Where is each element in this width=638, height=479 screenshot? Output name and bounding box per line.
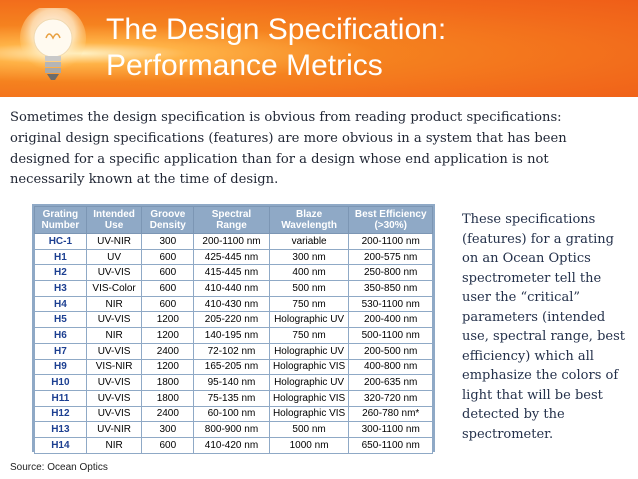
table-cell: 750 nm bbox=[269, 328, 349, 344]
grating-number-cell: H4 bbox=[35, 296, 87, 312]
table-cell: 320-720 nm bbox=[349, 390, 433, 406]
slide-title bbox=[106, 12, 446, 84]
table-cell: 600 bbox=[142, 281, 194, 297]
table-cell: 200-1100 nm bbox=[349, 234, 433, 250]
table-cell: 800-900 nm bbox=[194, 422, 270, 438]
table-cell: UV-VIS bbox=[86, 406, 142, 422]
table-cell: 300 bbox=[142, 422, 194, 438]
table-cell: 410-420 nm bbox=[194, 437, 270, 453]
table-row bbox=[35, 422, 433, 438]
table-cell: 2400 bbox=[142, 406, 194, 422]
column-header-line: Number bbox=[41, 220, 80, 231]
table-cell: UV-NIR bbox=[86, 234, 142, 250]
column-header bbox=[35, 207, 87, 234]
table-cell: 750 nm bbox=[269, 296, 349, 312]
table-cell: 500 nm bbox=[269, 281, 349, 297]
table-cell: 200-500 nm bbox=[349, 343, 433, 359]
grating-number-cell: HC-1 bbox=[35, 234, 87, 250]
table-cell: Holographic VIS bbox=[269, 406, 349, 422]
side-note: These specifications (features) for a grating on an Ocean Optics spectrometer tell the user the “critical” parameters (intended use, spectral range, best efficiency) which all emphasize the colors of light that will be best detected by the spectrometer. bbox=[462, 212, 625, 442]
table-cell: NIR bbox=[86, 296, 142, 312]
table-row bbox=[35, 281, 433, 297]
table-cell: 95-140 nm bbox=[194, 375, 270, 391]
table-body bbox=[35, 234, 433, 454]
table-cell: UV-VIS bbox=[86, 375, 142, 391]
table-row bbox=[35, 359, 433, 375]
table-cell: 300 nm bbox=[269, 249, 349, 265]
table-cell: 1000 nm bbox=[269, 437, 349, 453]
title-line-2: Performance Metrics bbox=[106, 49, 383, 82]
grating-number-cell: H6 bbox=[35, 328, 87, 344]
table-cell: Holographic UV bbox=[269, 375, 349, 391]
grating-number-cell: H1 bbox=[35, 249, 87, 265]
source-credit: Source: Ocean Optics bbox=[10, 462, 108, 473]
table-cell: VIS-Color bbox=[86, 281, 142, 297]
table-cell: UV-VIS bbox=[86, 312, 142, 328]
table-cell: 415-445 nm bbox=[194, 265, 270, 281]
light-bulb-icon bbox=[18, 8, 88, 94]
table-cell: 650-1100 nm bbox=[349, 437, 433, 453]
column-header-line: Best Efficiency bbox=[354, 209, 427, 220]
column-header bbox=[86, 207, 142, 234]
title-line-1: The Design Specification: bbox=[106, 13, 447, 46]
table-cell: UV-VIS bbox=[86, 265, 142, 281]
table-cell: 72-102 nm bbox=[194, 343, 270, 359]
table-cell: 165-205 nm bbox=[194, 359, 270, 375]
table-cell: 200-400 nm bbox=[349, 312, 433, 328]
grating-number-cell: H12 bbox=[35, 406, 87, 422]
column-header bbox=[349, 207, 433, 234]
column-header-line: (>30%) bbox=[374, 220, 407, 231]
column-header-line: Intended bbox=[93, 209, 135, 220]
header-banner bbox=[0, 0, 638, 97]
grating-number-cell: H10 bbox=[35, 375, 87, 391]
table-cell: 425-445 nm bbox=[194, 249, 270, 265]
table-cell: Holographic UV bbox=[269, 343, 349, 359]
table-cell: 200-575 nm bbox=[349, 249, 433, 265]
table-cell: 1200 bbox=[142, 328, 194, 344]
table-cell: UV bbox=[86, 249, 142, 265]
table-cell: 1200 bbox=[142, 359, 194, 375]
table-cell: Holographic VIS bbox=[269, 359, 349, 375]
column-header-line: Range bbox=[216, 220, 247, 231]
table-cell: 1800 bbox=[142, 375, 194, 391]
table-cell: VIS-NIR bbox=[86, 359, 142, 375]
grating-number-cell: H7 bbox=[35, 343, 87, 359]
table-row bbox=[35, 249, 433, 265]
table-cell: 410-430 nm bbox=[194, 296, 270, 312]
table-cell: Holographic VIS bbox=[269, 390, 349, 406]
column-header-line: Use bbox=[104, 220, 124, 231]
table-row bbox=[35, 343, 433, 359]
table-cell: 250-800 nm bbox=[349, 265, 433, 281]
column-header bbox=[142, 207, 194, 234]
column-header-line: Blaze bbox=[296, 209, 323, 220]
column-header bbox=[194, 207, 270, 234]
table-header-row bbox=[35, 207, 433, 234]
table-cell: Holographic UV bbox=[269, 312, 349, 328]
intro-paragraph: Sometimes the design specification is obvious from reading product specifications: original design specifications (features) are more obvious in a system that has been designed for a specific application than for a design whose end application is not necessarily known at the time of design. bbox=[10, 110, 567, 188]
grating-number-cell: H2 bbox=[35, 265, 87, 281]
grating-number-cell: H9 bbox=[35, 359, 87, 375]
column-header-line: Grating bbox=[42, 209, 79, 220]
grating-number-cell: H5 bbox=[35, 312, 87, 328]
grating-number-cell: H3 bbox=[35, 281, 87, 297]
table-row bbox=[35, 296, 433, 312]
column-header-line: Spectral bbox=[211, 209, 252, 220]
table-cell: 300 bbox=[142, 234, 194, 250]
column-header bbox=[269, 207, 349, 234]
table-row bbox=[35, 390, 433, 406]
column-header-line: Density bbox=[149, 220, 186, 231]
table-cell: 75-135 nm bbox=[194, 390, 270, 406]
table-row bbox=[35, 328, 433, 344]
grating-spec-table bbox=[32, 204, 435, 452]
table-cell: 300-1100 nm bbox=[349, 422, 433, 438]
table-cell: 200-1100 nm bbox=[194, 234, 270, 250]
table-cell: 410-440 nm bbox=[194, 281, 270, 297]
table-row bbox=[35, 265, 433, 281]
table-cell: 400 nm bbox=[269, 265, 349, 281]
table-cell: NIR bbox=[86, 437, 142, 453]
table-cell: 500-1100 nm bbox=[349, 328, 433, 344]
table-row bbox=[35, 234, 433, 250]
table-cell: 600 bbox=[142, 437, 194, 453]
grating-number-cell: H14 bbox=[35, 437, 87, 453]
column-header-line: Wavelength bbox=[281, 220, 337, 231]
table-cell: variable bbox=[269, 234, 349, 250]
table-row bbox=[35, 375, 433, 391]
column-header-line: Groove bbox=[150, 209, 186, 220]
table-cell: 500 nm bbox=[269, 422, 349, 438]
table-cell: 1800 bbox=[142, 390, 194, 406]
table-cell: 600 bbox=[142, 249, 194, 265]
table-cell: 205-220 nm bbox=[194, 312, 270, 328]
table-cell: 2400 bbox=[142, 343, 194, 359]
grating-number-cell: H13 bbox=[35, 422, 87, 438]
table-cell: 400-800 nm bbox=[349, 359, 433, 375]
table-row bbox=[35, 437, 433, 453]
table-cell: 350-850 nm bbox=[349, 281, 433, 297]
table-cell: 600 bbox=[142, 296, 194, 312]
table-row bbox=[35, 312, 433, 328]
table-cell: 140-195 nm bbox=[194, 328, 270, 344]
table-cell: UV-NIR bbox=[86, 422, 142, 438]
table-cell: 260-780 nm* bbox=[349, 406, 433, 422]
table-cell: UV-VIS bbox=[86, 390, 142, 406]
table-cell: NIR bbox=[86, 328, 142, 344]
table-cell: 200-635 nm bbox=[349, 375, 433, 391]
table-cell: 1200 bbox=[142, 312, 194, 328]
table-cell: 530-1100 nm bbox=[349, 296, 433, 312]
table-cell: 60-100 nm bbox=[194, 406, 270, 422]
grating-number-cell: H11 bbox=[35, 390, 87, 406]
table-row bbox=[35, 406, 433, 422]
table-cell: UV-VIS bbox=[86, 343, 142, 359]
table-cell: 600 bbox=[142, 265, 194, 281]
